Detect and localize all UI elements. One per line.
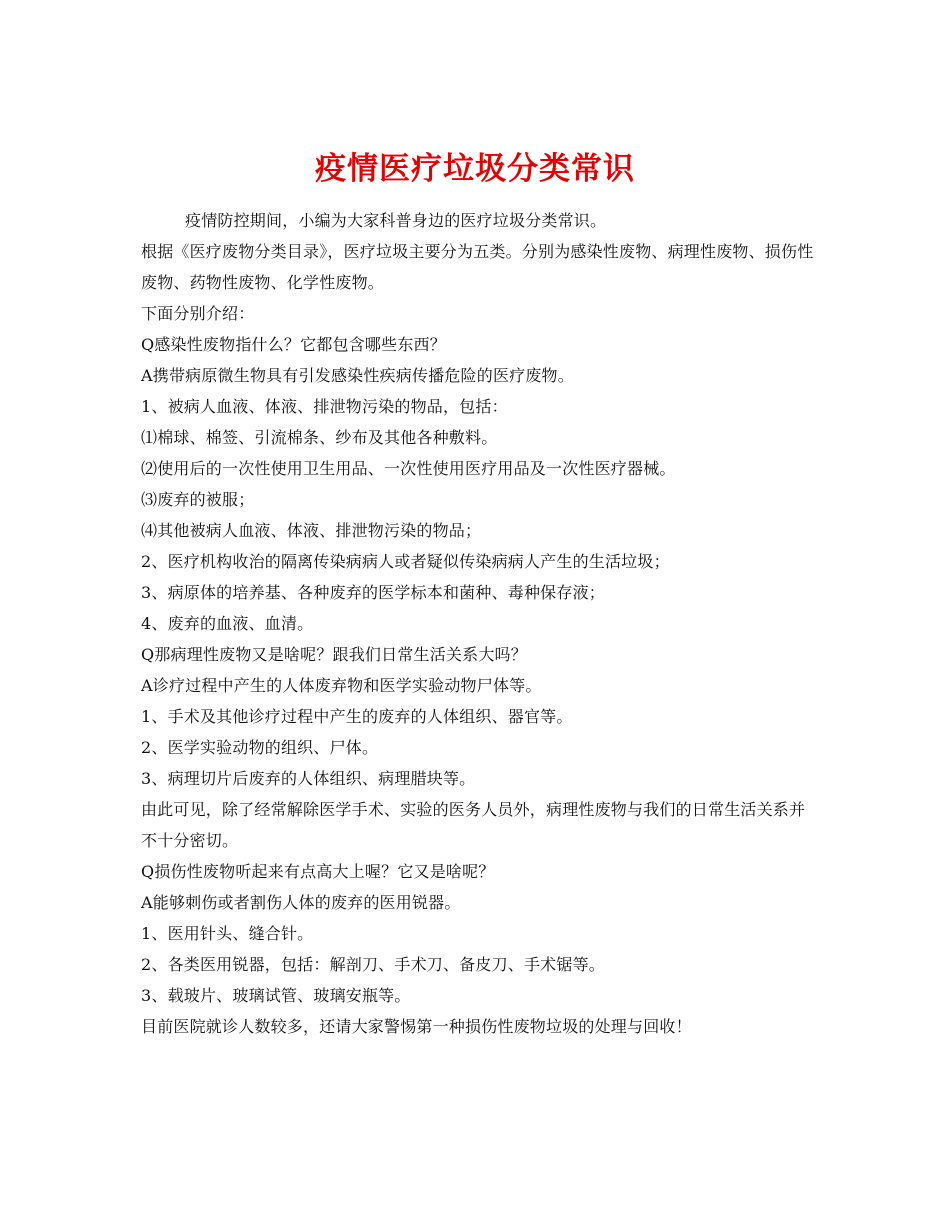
paragraph: ⑴棉球、棉签、引流棉条、纱布及其他各种敷料。 <box>141 428 498 447</box>
paragraph: 1、被病人血液、体液、排泄物污染的物品，包括： <box>141 397 508 416</box>
paragraph: 2、医学实验动物的组织、尸体。 <box>141 738 379 757</box>
paragraph: 2、医疗机构收治的隔离传染病病人或者疑似传染病病人产生的生活垃圾； <box>141 552 670 571</box>
paragraph: ⑵使用后的一次性使用卫生用品、一次性使用医疗用品及一次性医疗器械。 <box>141 459 676 478</box>
paragraph: ⑷其他被病人血液、体液、排泄物污染的物品； <box>141 521 482 540</box>
paragraph: Q损伤性废物听起来有点高大上喔？它又是啥呢？ <box>141 862 495 881</box>
paragraph: 3、载玻片、玻璃试管、玻璃安瓶等。 <box>141 986 411 1005</box>
paragraph: A诊疗过程中产生的人体废弃物和医学实验动物尸体等。 <box>141 676 542 695</box>
paragraph: 2、各类医用锐器，包括：解剖刀、手术刀、备皮刀、手术锯等。 <box>141 955 605 974</box>
paragraph: 4、废弃的血液、血清。 <box>141 614 314 633</box>
paragraph: 3、病原体的培养基、各种废弃的医学标本和菌种、毒种保存液； <box>141 583 605 602</box>
paragraph: 根据《医疗废物分类目录》，医疗垃圾主要分为五类。分别为感染性废物、病理性废物、损伤性废物、药物性废物、化学性废物。 <box>141 242 814 292</box>
paragraph: A携带病原微生物具有引发感染性疾病传播危险的医疗废物。 <box>141 366 574 385</box>
paragraph: 下面分别介绍： <box>141 304 255 323</box>
paragraph: 3、病理切片后废弃的人体组织、病理腊块等。 <box>141 769 476 788</box>
paragraph: 目前医院就诊人数较多，还请大家警惕第一种损伤性废物垃圾的处理与回收！ <box>141 1017 692 1036</box>
paragraph: 由此可见，除了经常解除医学手术、实验的医务人员外，病理性废物与我们的日常生活关系并不十分密切。 <box>141 800 806 850</box>
paragraph: Q那病理性废物又是啥呢？跟我们日常生活关系大吗？ <box>141 645 527 664</box>
paragraph: 疫情防控期间，小编为大家科普身边的医疗垃圾分类常识。 <box>185 211 607 230</box>
page-title: 疫情医疗垃圾分类常识 <box>315 150 635 187</box>
paragraph: A能够刺伤或者割伤人体的废弃的医用锐器。 <box>141 893 461 912</box>
paragraph: Q感染性废物指什么？它都包含哪些东西？ <box>141 335 446 354</box>
paragraph: 1、医用针头、缝合针。 <box>141 924 314 943</box>
paragraph: ⑶废弃的被服； <box>141 490 255 509</box>
paragraph: 1、手术及其他诊疗过程中产生的废弃的人体组织、器官等。 <box>141 707 573 726</box>
document-body <box>141 205 821 1042</box>
